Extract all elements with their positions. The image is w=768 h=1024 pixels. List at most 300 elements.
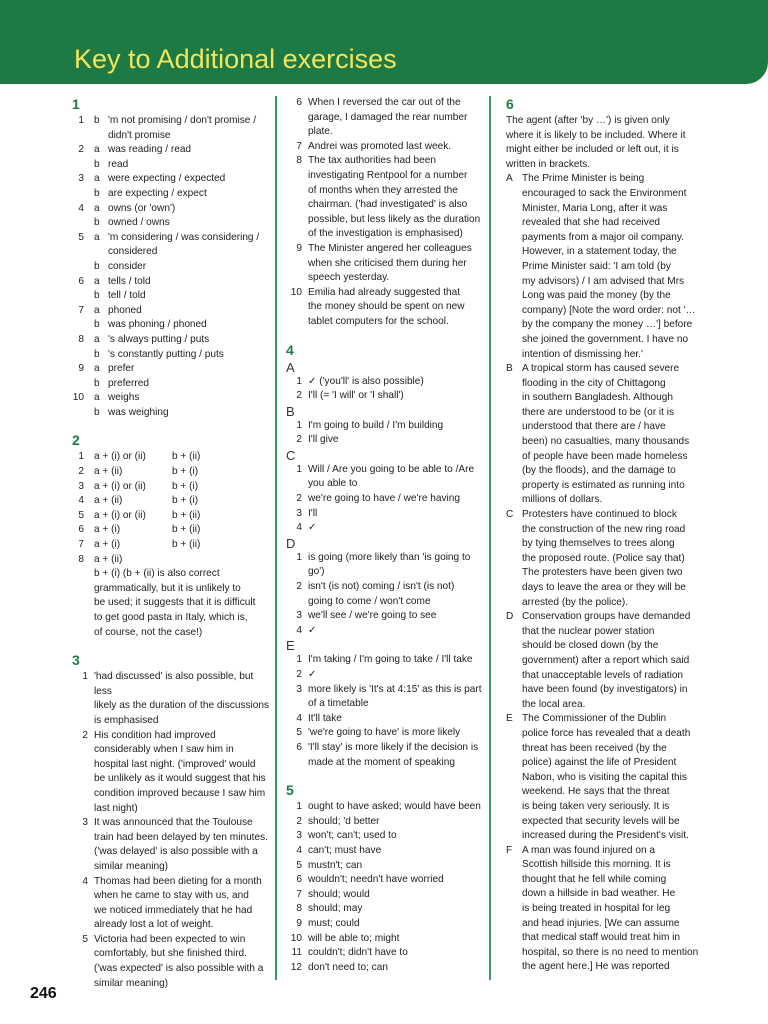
passage-text: millions of dollars. (522, 494, 603, 506)
passage-text: property is estimated as running into (522, 479, 685, 491)
column-divider (489, 96, 491, 980)
answer-item (286, 389, 482, 404)
answer-letter: b (94, 158, 100, 170)
passage-text: payments from a major oil company. (522, 231, 684, 243)
answer-text: last night) (94, 802, 138, 814)
intro-line: where it is likely to be included. Where it (506, 129, 686, 141)
answer-number: 3 (78, 173, 84, 185)
passage-letter: E (506, 713, 513, 725)
section-number: 6 (506, 96, 514, 112)
passage-text: in southern Bangladesh. Although (522, 392, 673, 404)
answer-item (286, 873, 482, 888)
answer-text: chairman. ('had investigated' is also (308, 199, 468, 211)
passage-text: Prime Minister said: 'I am told (by (522, 260, 671, 272)
answer-text: made at the moment of speaking (308, 756, 456, 768)
answer-text: didn't promise (108, 129, 171, 141)
answer-text: we're going to have / we're having (308, 493, 460, 505)
answer-item (286, 463, 482, 492)
answer-text: 'we're going to have' is more likely (308, 727, 461, 739)
answer-text: should; would (308, 888, 370, 900)
answer-text: ✓ ('you'll' is also possible) (308, 375, 424, 387)
answer-text: owns (or 'own') (108, 202, 176, 214)
answer-note-line: be used; it suggests that it is difficult (94, 597, 256, 609)
answer-text: weighs (108, 392, 140, 404)
intro-line: written in brackets. (506, 158, 591, 170)
passage-text: A tropical storm has caused severe (522, 363, 680, 375)
answer-text: owned / owns (108, 217, 170, 229)
answer-text: His condition had improved (94, 729, 216, 741)
passage-text: have been found (by investigators) in (522, 684, 688, 696)
answer-text: I'll (= 'I will' or 'I shall') (308, 390, 404, 402)
answer-note-line: b + (i) (b + (ii) is also correct (94, 568, 220, 580)
answer-line (72, 523, 270, 538)
answer-text: 's constantly putting / puts (108, 348, 224, 360)
answer-text: hospital last night. ('improved' would (94, 758, 256, 770)
answer-number: 4 (78, 202, 84, 214)
answer-note-line: to get good pasta in Italy, which is, (94, 612, 248, 623)
answer-number: 6 (296, 97, 302, 108)
passage-text: Conservation groups have demanded (522, 611, 691, 623)
answer-number: 2 (296, 669, 302, 680)
answer-text: I'm going to build / I'm building (308, 419, 444, 431)
answer-item (286, 741, 482, 770)
passage-text: intention of dismissing her.' (522, 348, 643, 360)
answer-text: tells / told (108, 275, 151, 287)
section-number: 3 (72, 652, 80, 669)
answer-item (286, 286, 482, 330)
answer-line (72, 348, 270, 363)
answer-text: similar meaning) (94, 977, 169, 989)
answer-item (286, 859, 482, 874)
answer-text: a + (i) (94, 524, 121, 536)
answer-text: ✓ (308, 669, 317, 680)
answer-text: a + (ii) (94, 466, 123, 478)
answer-number: 5 (296, 859, 302, 871)
answer-text: is emphasised (94, 714, 159, 726)
answer-text: when she criticised them during her (308, 257, 467, 269)
section-number: 4 (286, 341, 294, 358)
answer-text: b + (ii) (172, 451, 201, 463)
answer-number: 5 (78, 509, 84, 521)
answer-text: Emilia had already suggested that (308, 286, 461, 298)
passage-text: that the nuclear power station (522, 625, 655, 637)
passage-text: should be closed down (by the (522, 640, 659, 652)
passage-letter: C (506, 509, 514, 521)
answer-item (286, 683, 482, 712)
answer-letter: a (94, 202, 100, 214)
answer-line (72, 480, 270, 495)
answer-line (72, 260, 270, 275)
answer-text: speech yesterday. (308, 272, 390, 284)
passage-text: that unacceptable levels of radiation (522, 669, 684, 681)
answer-number: 1 (296, 654, 302, 666)
answer-text: a + (i) (94, 539, 121, 551)
answer-text: were expecting / expected (108, 173, 226, 185)
answer-number: 7 (78, 304, 84, 316)
answer-item (286, 815, 482, 830)
answer-letter: b (94, 217, 100, 229)
answer-line (72, 129, 270, 144)
answer-line (72, 494, 270, 509)
answer-text: of months when they arrested the (308, 184, 458, 196)
passage-item (506, 362, 706, 508)
answer-text: the money should be spent on new (308, 301, 465, 313)
answer-text: a + (i) or (ii) (94, 451, 146, 463)
answer-number: 1 (296, 375, 302, 387)
answer-item (286, 844, 482, 859)
answer-text: I'll give (308, 434, 339, 446)
page-title: Key to Additional exercises (74, 44, 397, 74)
subsection-letter: C (286, 447, 296, 463)
answer-text: ('was delayed' is also possible with a (94, 846, 258, 858)
answer-number: 5 (78, 231, 84, 243)
passage-text: Long was paid the money (by the (522, 290, 671, 302)
passage-text: of people have been made homeless (522, 450, 688, 462)
answer-text: The tax authorities had been (308, 155, 436, 167)
answer-number: 2 (296, 390, 302, 402)
answer-letter: a (94, 231, 100, 243)
answer-text: It'll take (308, 712, 342, 724)
answer-text: train had been delayed by ten minutes. (94, 831, 268, 843)
answer-text: 'm not promising / don't promise / (108, 115, 257, 126)
answer-item (286, 624, 482, 639)
answer-number: 12 (290, 961, 302, 973)
answer-item (286, 726, 482, 741)
answer-line (72, 202, 270, 217)
answer-number: 2 (82, 729, 88, 741)
answer-text: Will / Are you going to be able to /Are (308, 463, 475, 475)
answer-line (72, 289, 270, 304)
answer-text: should; may (308, 903, 363, 915)
answer-letter: a (94, 304, 100, 316)
answer-item (286, 140, 482, 155)
answer-number: 2 (296, 581, 302, 593)
section-number: 2 (72, 432, 80, 449)
answer-text: will be able to; might (308, 932, 400, 944)
answer-item (286, 242, 482, 286)
passage-letter: F (506, 844, 513, 856)
answer-number: 2 (78, 144, 84, 156)
title-banner (0, 0, 768, 84)
section-number: 1 (72, 96, 80, 112)
passage-text: been) no casualties, many thousands (522, 436, 690, 448)
answer-text: consider (108, 260, 147, 272)
passage-item (506, 610, 706, 712)
answer-item (72, 670, 270, 728)
answer-line (72, 231, 270, 246)
passage-text: Protesters have continued to block (522, 509, 677, 521)
passage-text: understood that there are / have (522, 421, 666, 433)
answer-number: 4 (296, 624, 302, 636)
passage-text: Minister, Maria Long, after it was (522, 202, 668, 214)
answer-item (72, 729, 270, 817)
answer-line (72, 318, 270, 333)
answer-number: 1 (78, 451, 84, 463)
answer-text: ought to have asked; would have been (308, 801, 481, 813)
answer-letter: b (94, 260, 100, 272)
answer-item (286, 375, 482, 390)
subsection-letter: D (286, 535, 296, 551)
answer-number: 4 (82, 875, 88, 887)
answer-text: comfortably, but she finished third. (94, 948, 247, 960)
answer-line (72, 187, 270, 202)
answer-number: 7 (78, 539, 84, 551)
passage-text: police force has revealed that a death (522, 727, 691, 739)
answer-text: ✓ (308, 522, 317, 534)
answer-text: couldn't; didn't have to (308, 947, 408, 959)
answer-number: 4 (78, 495, 84, 507)
passage-text: police) against the life of President (522, 757, 677, 769)
passage-letter: D (506, 611, 514, 623)
answer-item (286, 609, 482, 624)
passage-text: the construction of the new ring road (522, 523, 686, 535)
passage-text: The protesters have been given two (522, 567, 683, 579)
answer-text: b + (ii) (172, 509, 201, 521)
answer-line (72, 143, 270, 158)
passage-item (506, 508, 706, 610)
answer-text: tablet computers for the school. (308, 315, 449, 327)
passage-text: encouraged to sack the Environment (522, 187, 687, 199)
answer-line (72, 391, 270, 406)
answer-line (72, 304, 270, 319)
passage-text: down a hillside in bad weather. He (522, 888, 676, 900)
answer-line (72, 538, 270, 553)
answer-text: b + (ii) (172, 524, 201, 536)
column-middle (286, 96, 482, 975)
answer-text: when he came to stay with us, and (94, 890, 249, 902)
answer-number: 3 (296, 830, 302, 842)
answer-text: Thomas had been dieting for a month (94, 875, 262, 887)
passage-text: and head injuries. [We can assume (522, 917, 680, 929)
passage-text: days to leave the area or they will be (522, 582, 686, 593)
answer-note-line: of course, not the case!) (94, 626, 203, 638)
passage-text: is being taken very seriously. It is (522, 800, 670, 812)
answer-text: garage, I damaged the rear number (308, 111, 468, 123)
answer-text: we noticed immediately that he had (94, 904, 253, 916)
answer-item (286, 961, 482, 976)
answer-item (286, 551, 482, 580)
answer-text: b + (ii) (172, 539, 201, 551)
answer-item (286, 932, 482, 947)
passage-text: she joined the government. I have no (522, 333, 689, 345)
passage-text: flooding in the city of Chittagong (522, 377, 666, 389)
answer-item (286, 712, 482, 727)
passage-text: expected that security levels will be (522, 815, 680, 827)
passage-text: company) [Note the word order: not '… (522, 304, 696, 316)
answer-text: we'll see / we're going to see (308, 610, 437, 622)
answer-number: 10 (290, 286, 302, 298)
answer-letter: b (94, 187, 100, 199)
answer-item (286, 653, 482, 668)
answer-line (72, 158, 270, 173)
answer-text: ('was expected' is also possible with a (94, 963, 264, 975)
answer-number: 3 (78, 480, 84, 492)
answer-number: 3 (296, 507, 302, 519)
answer-number: 2 (78, 466, 84, 478)
answer-line (72, 450, 270, 465)
passage-text: the proposed route. (Police say that) (522, 552, 685, 564)
intro-line: The agent (after 'by …') is given only (506, 115, 670, 126)
answer-text: should; 'd better (308, 815, 380, 827)
answer-text: b + (i) (172, 480, 199, 492)
answer-text: considerably when I saw him in (94, 744, 234, 756)
passage-text: Nabon, who is visiting the capital this (522, 771, 687, 783)
answer-text: of a timetable (308, 698, 369, 710)
answer-number: 6 (296, 741, 302, 753)
answer-number: 3 (296, 610, 302, 622)
answer-line (72, 406, 270, 421)
answer-number: 1 (296, 463, 302, 475)
answer-letter: b (94, 115, 100, 126)
passage-item (506, 844, 706, 975)
answer-text: 'm considering / was considering / (108, 231, 260, 243)
answer-item (286, 492, 482, 507)
answer-text: was phoning / phoned (108, 319, 207, 331)
answer-item (286, 902, 482, 917)
answer-item (72, 816, 270, 874)
answer-number: 8 (296, 155, 302, 167)
answer-item (286, 96, 482, 140)
column-right (506, 96, 706, 975)
answer-item (286, 888, 482, 903)
answer-item (72, 875, 270, 933)
answer-letter: b (94, 377, 100, 389)
answer-text: a + (ii) (94, 495, 123, 507)
passage-text: revealed that she had received (522, 217, 661, 229)
answer-text: are expecting / expect (108, 187, 207, 199)
answer-text: going to come / won't come (308, 595, 431, 607)
answer-text: be unlikely as it would suggest that his (94, 773, 266, 785)
answer-number: 6 (296, 874, 302, 886)
passage-text: the agent here.] He was reported (522, 961, 670, 973)
answer-letter: a (94, 144, 100, 156)
answer-text: b + (i) (172, 495, 199, 507)
answer-line (72, 114, 270, 129)
answer-text: I'm taking / I'm going to take / I'll take (308, 654, 473, 666)
answer-number: 1 (296, 419, 302, 431)
answer-number: 4 (296, 712, 302, 724)
answer-number: 6 (78, 524, 84, 536)
answer-text: possible, but less likely as the duration (308, 213, 481, 225)
answer-text: a + (i) or (ii) (94, 480, 146, 492)
answer-number: 7 (296, 888, 302, 900)
answer-line (72, 216, 270, 231)
answer-number: 5 (296, 727, 302, 739)
answer-text: you able to (308, 478, 358, 490)
answer-line (72, 245, 270, 260)
answer-number: 6 (78, 275, 84, 287)
answer-line (72, 465, 270, 480)
answer-letter: b (94, 406, 100, 418)
answer-number: 2 (296, 493, 302, 505)
answer-text: can't; must have (308, 844, 382, 856)
answer-number: 1 (78, 115, 84, 126)
answer-text: a + (ii) (94, 553, 123, 565)
passage-text: by tying themselves to trees along (522, 538, 675, 550)
answer-text: is going (more likely than 'is going to (308, 551, 471, 563)
answer-text: The Minister angered her colleagues (308, 242, 472, 254)
answer-text: isn't (is not) coming / isn't (is not) (308, 581, 455, 593)
answer-text: mustn't; can (308, 859, 363, 871)
passage-text: by the company the money …'] before (522, 319, 693, 331)
answer-number: 9 (296, 242, 302, 254)
passage-text: that medical staff would treat him in (522, 932, 681, 944)
subsection-letter: E (286, 638, 295, 654)
answer-text: tell / told (108, 290, 146, 302)
answer-number: 2 (296, 815, 302, 827)
answer-number: 1 (296, 801, 302, 813)
answer-number: 8 (78, 553, 84, 565)
answer-number: 10 (72, 392, 84, 404)
answer-text: of the investigation is emphasised) (308, 228, 463, 240)
answer-text: more likely is 'It's at 4:15' as this is part (308, 683, 482, 695)
answer-number: 1 (296, 551, 302, 563)
answer-text: ✓ (308, 624, 317, 636)
answer-letter: a (94, 392, 100, 404)
subsection-letter: A (286, 359, 295, 375)
answer-item (286, 668, 482, 683)
answer-text: don't need to; can (308, 961, 388, 973)
intro-line: might either be included or left out, it is (506, 144, 679, 156)
answer-line (72, 509, 270, 524)
passage-text: the local area. (522, 698, 586, 710)
answer-line (72, 275, 270, 290)
answer-letter: a (94, 173, 100, 185)
answer-text: a + (i) or (ii) (94, 509, 146, 521)
passage-text: weekend. He says that the threat (522, 786, 670, 798)
answer-text: condition improved because I saw him (94, 787, 266, 799)
answer-note-line: grammatically, but it is unlikely to (94, 582, 241, 594)
answer-text: wouldn't; needn't have worried (308, 874, 444, 886)
answer-line (72, 377, 270, 392)
answer-text: 's always putting / puts (108, 333, 210, 345)
passage-text: my advisors) / I am advised that Mrs (522, 275, 685, 287)
answer-number: 5 (82, 933, 88, 945)
answer-text: was reading / read (108, 144, 192, 156)
answer-number: 3 (296, 683, 302, 695)
answer-number: 7 (296, 140, 302, 152)
passage-text: The Commissioner of the Dublin (522, 713, 667, 725)
answer-item (286, 580, 482, 609)
passage-text: threat has been received (by the (522, 742, 667, 754)
answer-text: 'had discussed' is also possible, but less (94, 671, 254, 697)
answer-text: likely as the duration of the discussions (94, 700, 270, 712)
answer-number: 4 (296, 844, 302, 856)
column-left (72, 96, 270, 991)
answer-text: Andrei was promoted last week. (308, 140, 452, 152)
answer-text: When I reversed the car out of the (308, 97, 461, 108)
answer-line (72, 172, 270, 187)
passage-text: thought that he fell while coming (522, 873, 667, 885)
answer-number: 4 (296, 522, 302, 534)
answer-letter: b (94, 348, 100, 360)
answer-text: already lost a lot of weight. (94, 919, 214, 931)
answer-number: 3 (82, 817, 88, 829)
answer-item (72, 933, 270, 991)
answer-text: won't; can't; used to (308, 830, 397, 842)
passage-text: hospital, so there is no need to mention (522, 946, 699, 958)
answer-text: b + (i) (172, 466, 199, 478)
answer-item (286, 800, 482, 815)
answer-number: 10 (290, 932, 302, 944)
answer-letter: b (94, 319, 100, 331)
answer-number: 2 (296, 434, 302, 446)
answer-line (72, 333, 270, 348)
answer-line (72, 553, 270, 568)
answer-text: investigating Rentpool for a number (308, 169, 468, 181)
passage-item (506, 712, 706, 843)
answer-item (286, 917, 482, 932)
